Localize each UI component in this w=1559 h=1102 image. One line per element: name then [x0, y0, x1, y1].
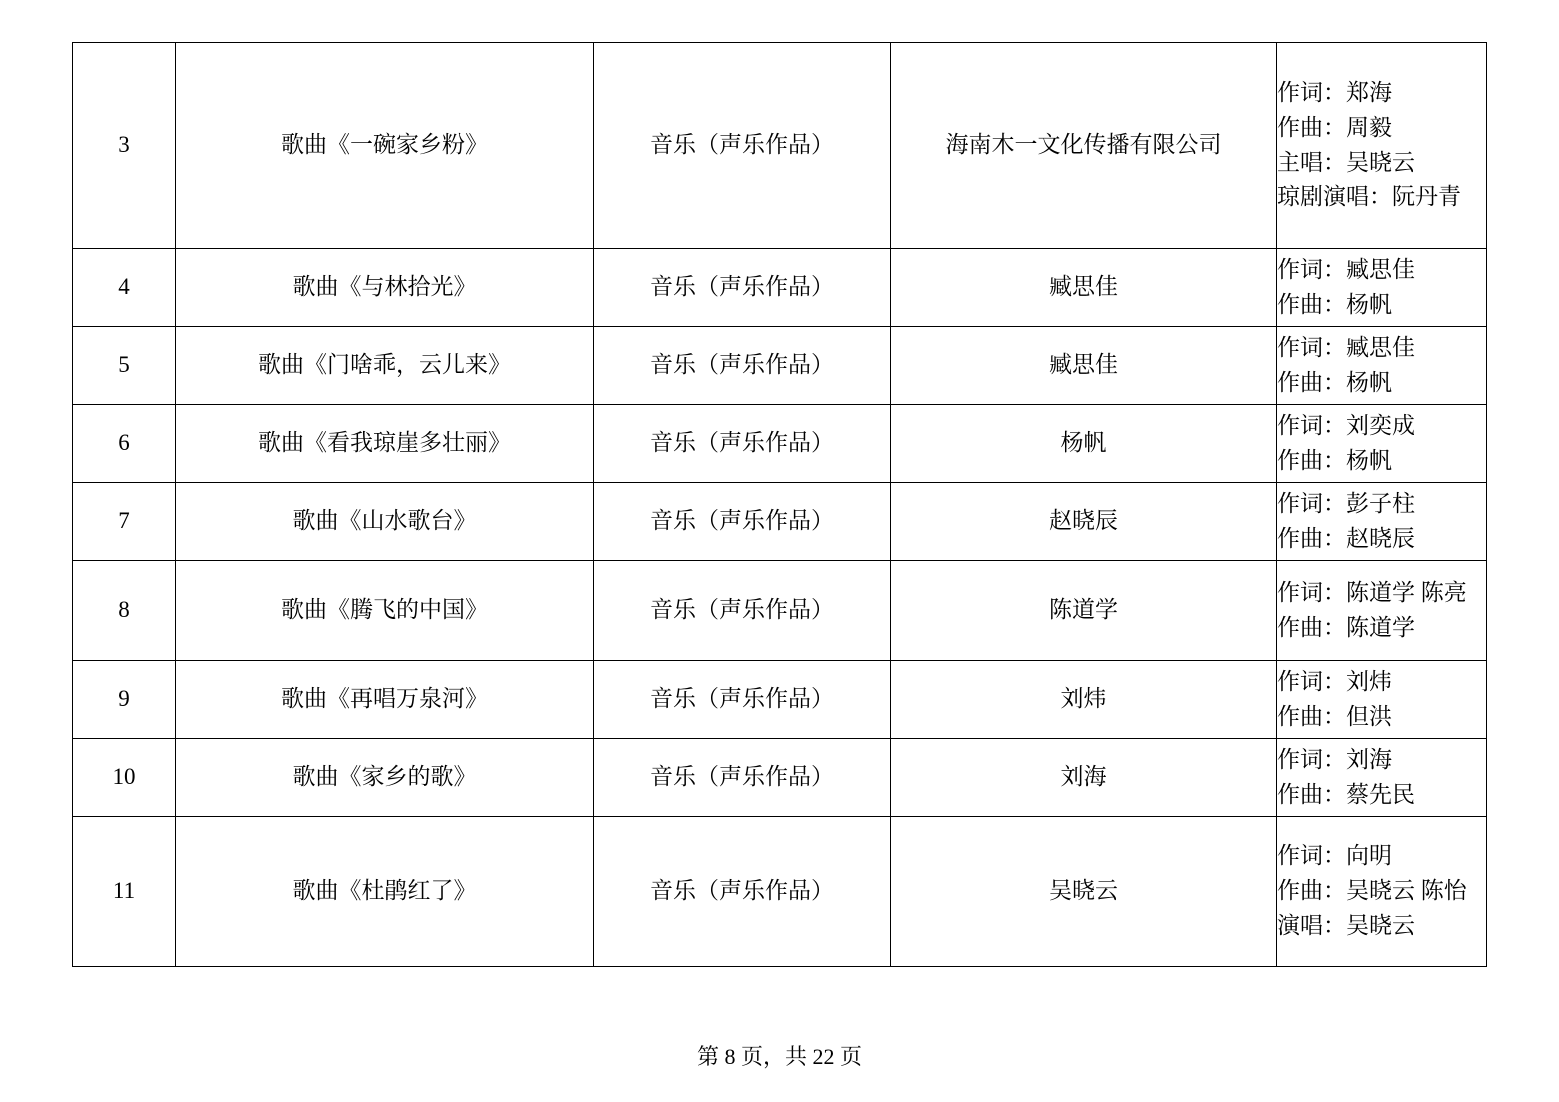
table-body	[73, 43, 1487, 967]
work-title: 歌曲《腾飞的中国》	[176, 561, 594, 661]
work-title: 歌曲《家乡的歌》	[176, 739, 594, 817]
work-title: 歌曲《看我琼崖多壮丽》	[176, 405, 594, 483]
page-footer: 第 8 页，共 22 页	[696, 1044, 862, 1069]
work-credits	[1277, 817, 1487, 967]
work-title: 歌曲《与林拾光》	[176, 249, 594, 327]
row-number: 6	[73, 405, 176, 483]
table-row	[73, 327, 1487, 405]
work-credits	[1277, 483, 1487, 561]
credit-line: 作词：臧思佳	[1277, 256, 1415, 282]
credit-line: 作词：刘炜	[1277, 668, 1392, 694]
work-credits	[1277, 327, 1487, 405]
row-number: 8	[73, 561, 176, 661]
credit-line: 作曲：杨帆	[1277, 447, 1392, 473]
table-row	[73, 483, 1487, 561]
table-row	[73, 249, 1487, 327]
credit-line: 作曲：陈道学	[1277, 614, 1415, 640]
work-category: 音乐（声乐作品）	[594, 405, 891, 483]
credit-line: 作词：陈道学 陈亮	[1277, 579, 1467, 605]
work-title: 歌曲《门啥乖，云儿来》	[176, 327, 594, 405]
table-row	[73, 405, 1487, 483]
credit-line: 作曲：赵晓辰	[1277, 525, 1415, 551]
work-category: 音乐（声乐作品）	[594, 739, 891, 817]
work-category: 音乐（声乐作品）	[594, 483, 891, 561]
work-credits	[1277, 661, 1487, 739]
work-credits	[1277, 405, 1487, 483]
credit-line: 作曲：吴晓云 陈怡	[1277, 878, 1467, 904]
row-number: 11	[73, 817, 176, 967]
credit-line: 作词：郑海	[1277, 79, 1392, 105]
work-credits	[1277, 43, 1487, 249]
work-category: 音乐（声乐作品）	[594, 817, 891, 967]
row-number: 4	[73, 249, 176, 327]
work-credits	[1277, 739, 1487, 817]
work-category: 音乐（声乐作品）	[594, 561, 891, 661]
credit-line: 主唱：吴晓云	[1277, 149, 1415, 175]
row-number: 7	[73, 483, 176, 561]
credit-line: 作曲：蔡先民	[1277, 781, 1415, 807]
work-organization: 杨帆	[891, 405, 1277, 483]
table-row	[73, 817, 1487, 967]
work-title: 歌曲《再唱万泉河》	[176, 661, 594, 739]
credit-line: 作曲：周毅	[1277, 114, 1392, 140]
row-number: 9	[73, 661, 176, 739]
work-category: 音乐（声乐作品）	[594, 661, 891, 739]
credit-line: 演唱：吴晓云	[1277, 912, 1415, 938]
row-number: 3	[73, 43, 176, 249]
works-table	[72, 42, 1487, 967]
work-organization: 海南木一文化传播有限公司	[891, 43, 1277, 249]
work-organization: 陈道学	[891, 561, 1277, 661]
table-row	[73, 661, 1487, 739]
credit-line: 琼剧演唱：阮丹青	[1277, 184, 1461, 210]
work-organization: 刘海	[891, 739, 1277, 817]
table-row	[73, 739, 1487, 817]
work-credits	[1277, 561, 1487, 661]
row-number: 10	[73, 739, 176, 817]
credit-line: 作词：臧思佳	[1277, 334, 1415, 360]
work-category: 音乐（声乐作品）	[594, 249, 891, 327]
credit-line: 作词：刘奕成	[1277, 412, 1415, 438]
credit-line: 作曲：但洪	[1277, 703, 1392, 729]
credit-line: 作词：彭子柱	[1277, 490, 1415, 516]
work-organization: 臧思佳	[891, 249, 1277, 327]
work-category: 音乐（声乐作品）	[594, 327, 891, 405]
work-organization: 赵晓辰	[891, 483, 1277, 561]
work-title: 歌曲《山水歌台》	[176, 483, 594, 561]
table-row	[73, 43, 1487, 249]
work-organization: 吴晓云	[891, 817, 1277, 967]
work-category: 音乐（声乐作品）	[594, 43, 891, 249]
work-credits	[1277, 249, 1487, 327]
work-organization: 臧思佳	[891, 327, 1277, 405]
credit-line: 作词：向明	[1277, 843, 1392, 869]
table-row	[73, 561, 1487, 661]
credit-line: 作曲：杨帆	[1277, 291, 1392, 317]
work-title: 歌曲《一碗家乡粉》	[176, 43, 594, 249]
work-title: 歌曲《杜鹃红了》	[176, 817, 594, 967]
work-organization: 刘炜	[891, 661, 1277, 739]
credit-line: 作词：刘海	[1277, 746, 1392, 772]
row-number: 5	[73, 327, 176, 405]
credit-line: 作曲：杨帆	[1277, 369, 1392, 395]
